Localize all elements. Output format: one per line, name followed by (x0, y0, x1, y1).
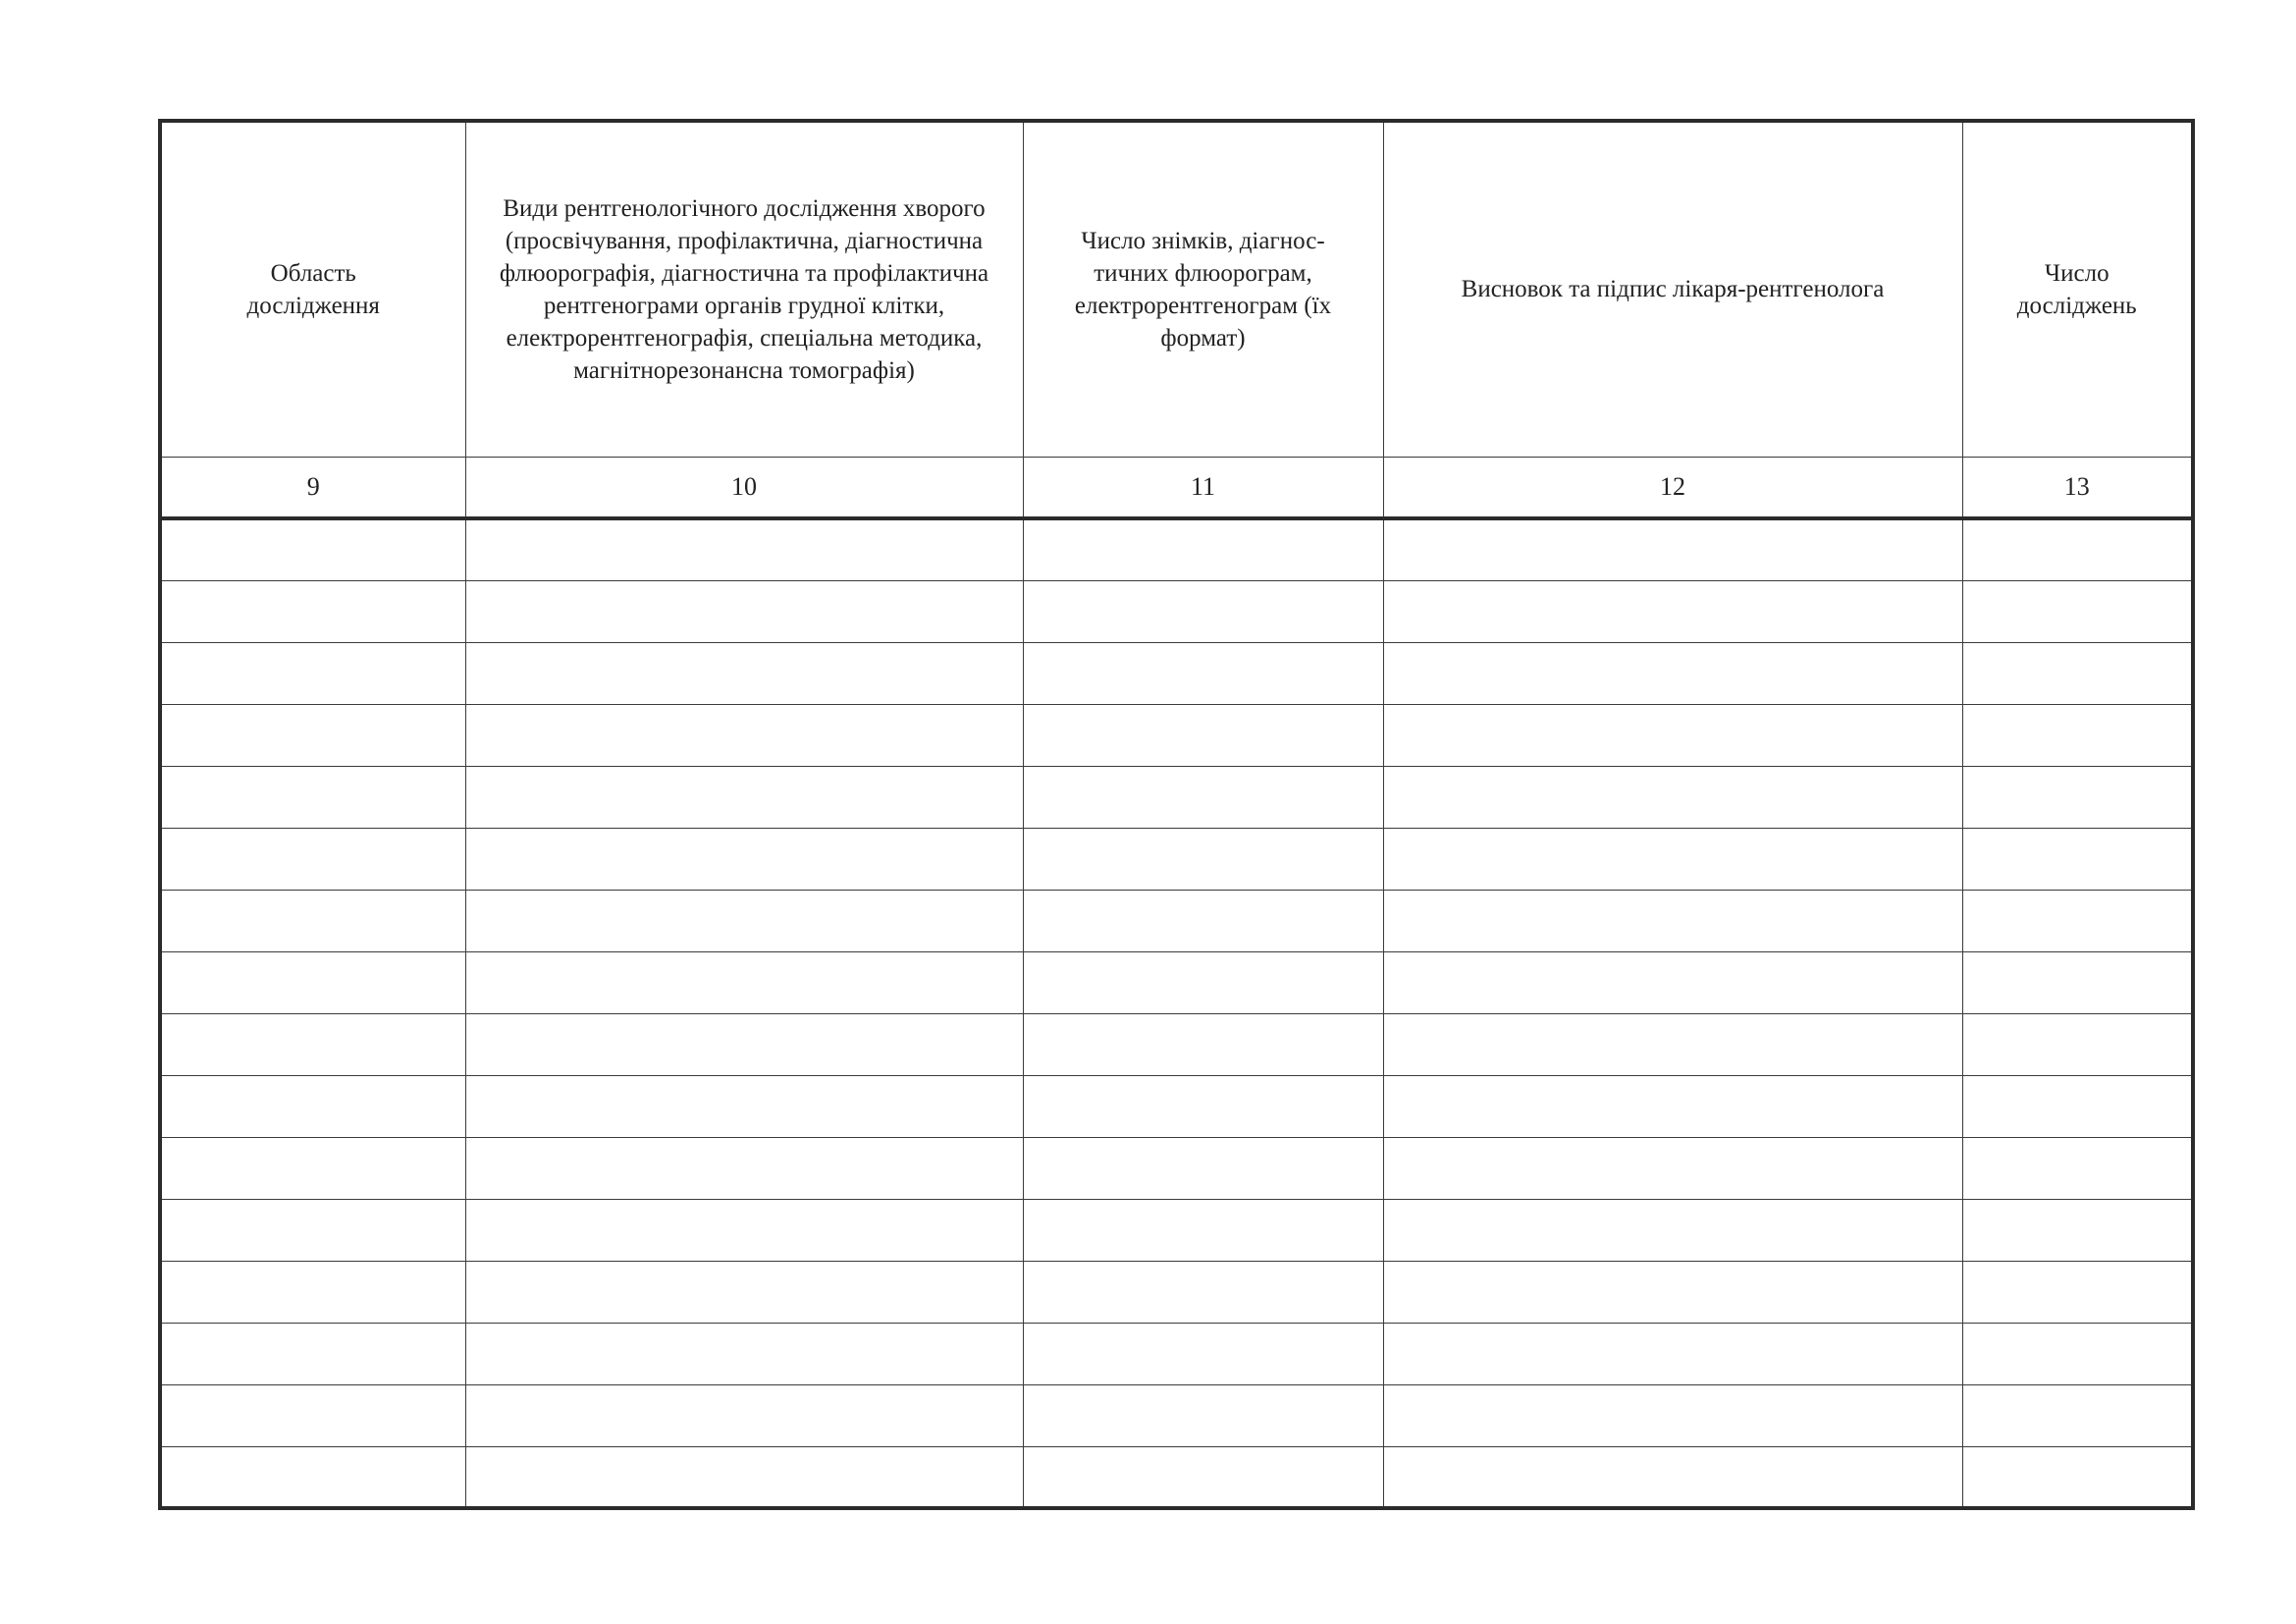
header-row (160, 121, 2193, 457)
cell-count-studies[interactable] (1962, 890, 2193, 951)
cell-conclusion[interactable] (1383, 1446, 1962, 1508)
cell-count-images[interactable] (1023, 642, 1383, 704)
cell-count-images[interactable] (1023, 704, 1383, 766)
column-number-13: 13 (1962, 457, 2193, 518)
cell-conclusion[interactable] (1383, 518, 1962, 580)
cell-area[interactable] (160, 1446, 465, 1508)
cell-conclusion[interactable] (1383, 951, 1962, 1013)
cell-area[interactable] (160, 766, 465, 828)
header-types-text: Види рентгенологічного дослідження хворого (просвічування, профілактична, діагностична флюорографія, діагностична та профілактична рентгенограми органів грудної клітки, електрорентгенографія, спеціальна методика, магнітнорезонансна томографія) (499, 194, 989, 384)
cell-conclusion[interactable] (1383, 642, 1962, 704)
cell-types[interactable] (465, 1446, 1023, 1508)
cell-conclusion[interactable] (1383, 1075, 1962, 1137)
cell-conclusion[interactable] (1383, 1323, 1962, 1384)
cell-count-images[interactable] (1023, 766, 1383, 828)
cell-types[interactable] (465, 890, 1023, 951)
cell-count-studies[interactable] (1962, 1261, 2193, 1323)
cell-types[interactable] (465, 1075, 1023, 1137)
cell-count-images[interactable] (1023, 890, 1383, 951)
cell-area[interactable] (160, 1137, 465, 1199)
cell-count-images[interactable] (1023, 1013, 1383, 1075)
cell-count-studies[interactable] (1962, 951, 2193, 1013)
cell-count-studies[interactable] (1962, 766, 2193, 828)
table-row (160, 518, 2193, 580)
header-conclusion-text: Висновок та підпис лікаря-рентгенолога (1461, 276, 1885, 303)
table-row (160, 642, 2193, 704)
column-number-11: 11 (1023, 457, 1383, 518)
cell-conclusion[interactable] (1383, 1199, 1962, 1261)
cell-types[interactable] (465, 951, 1023, 1013)
cell-count-images[interactable] (1023, 1446, 1383, 1508)
cell-count-studies[interactable] (1962, 580, 2193, 642)
table-row (160, 766, 2193, 828)
cell-count-studies[interactable] (1962, 1384, 2193, 1446)
header-conclusion (1383, 121, 1962, 457)
cell-types[interactable] (465, 518, 1023, 580)
cell-conclusion[interactable] (1383, 766, 1962, 828)
cell-area[interactable] (160, 1199, 465, 1261)
cell-area[interactable] (160, 1075, 465, 1137)
cell-types[interactable] (465, 1137, 1023, 1199)
cell-conclusion[interactable] (1383, 1261, 1962, 1323)
column-number-12: 12 (1383, 457, 1962, 518)
cell-count-images[interactable] (1023, 580, 1383, 642)
cell-conclusion[interactable] (1383, 704, 1962, 766)
column-number-10: 10 (465, 457, 1023, 518)
cell-area[interactable] (160, 1013, 465, 1075)
cell-count-images[interactable] (1023, 951, 1383, 1013)
cell-count-images[interactable] (1023, 1384, 1383, 1446)
header-area-line-2: дослідження (246, 292, 380, 319)
cell-count-studies[interactable] (1962, 642, 2193, 704)
cell-count-studies[interactable] (1962, 1013, 2193, 1075)
cell-types[interactable] (465, 1013, 1023, 1075)
cell-types[interactable] (465, 766, 1023, 828)
cell-count-images[interactable] (1023, 1323, 1383, 1384)
cell-count-images[interactable] (1023, 1199, 1383, 1261)
cell-types[interactable] (465, 1323, 1023, 1384)
cell-conclusion[interactable] (1383, 1384, 1962, 1446)
table-row (160, 1384, 2193, 1446)
cell-conclusion[interactable] (1383, 1013, 1962, 1075)
cell-area[interactable] (160, 1384, 465, 1446)
cell-count-studies[interactable] (1962, 828, 2193, 890)
table-row (160, 828, 2193, 890)
cell-types[interactable] (465, 580, 1023, 642)
header-area-line-1: Область (270, 259, 356, 287)
header-area (160, 121, 465, 457)
cell-area[interactable] (160, 518, 465, 580)
cell-types[interactable] (465, 1384, 1023, 1446)
cell-count-studies[interactable] (1962, 1323, 2193, 1384)
column-number-row (160, 457, 2193, 518)
cell-conclusion[interactable] (1383, 890, 1962, 951)
cell-area[interactable] (160, 890, 465, 951)
table-row (160, 1137, 2193, 1199)
cell-area[interactable] (160, 951, 465, 1013)
cell-conclusion[interactable] (1383, 1137, 1962, 1199)
cell-count-images[interactable] (1023, 828, 1383, 890)
cell-count-studies[interactable] (1962, 1075, 2193, 1137)
cell-count-studies[interactable] (1962, 518, 2193, 580)
table-row (160, 1446, 2193, 1508)
table-row (160, 1323, 2193, 1384)
header-count-images-text: Число знімків, діагнос-тичних флюорограм, електрорентгенограм (їх формат) (1074, 227, 1332, 352)
cell-conclusion[interactable] (1383, 828, 1962, 890)
header-count-studies (1962, 121, 2193, 457)
cell-count-images[interactable] (1023, 1075, 1383, 1137)
cell-area[interactable] (160, 704, 465, 766)
cell-types[interactable] (465, 704, 1023, 766)
table-row (160, 704, 2193, 766)
table-row (160, 890, 2193, 951)
cell-area[interactable] (160, 1261, 465, 1323)
column-number-9: 9 (160, 457, 465, 518)
cell-count-studies[interactable] (1962, 1446, 2193, 1508)
table-row (160, 1261, 2193, 1323)
cell-count-images[interactable] (1023, 1137, 1383, 1199)
table-row (160, 1075, 2193, 1137)
cell-types[interactable] (465, 642, 1023, 704)
table-body (160, 518, 2193, 1508)
table-row (160, 951, 2193, 1013)
cell-area[interactable] (160, 1323, 465, 1384)
table-row (160, 1199, 2193, 1261)
cell-area[interactable] (160, 642, 465, 704)
table-row (160, 1013, 2193, 1075)
x-ray-register-table (158, 119, 2195, 1510)
header-types (465, 121, 1023, 457)
cell-count-studies[interactable] (1962, 1199, 2193, 1261)
cell-area[interactable] (160, 828, 465, 890)
cell-count-studies[interactable] (1962, 704, 2193, 766)
cell-count-images[interactable] (1023, 518, 1383, 580)
header-area-text (184, 257, 444, 322)
cell-area[interactable] (160, 580, 465, 642)
header-count-images (1023, 121, 1383, 457)
cell-types[interactable] (465, 828, 1023, 890)
cell-count-images[interactable] (1023, 1261, 1383, 1323)
cell-types[interactable] (465, 1199, 1023, 1261)
cell-conclusion[interactable] (1383, 580, 1962, 642)
cell-types[interactable] (465, 1261, 1023, 1323)
cell-count-studies[interactable] (1962, 1137, 2193, 1199)
table-row (160, 580, 2193, 642)
header-count-studies-text: Число досліджень (2016, 259, 2137, 319)
